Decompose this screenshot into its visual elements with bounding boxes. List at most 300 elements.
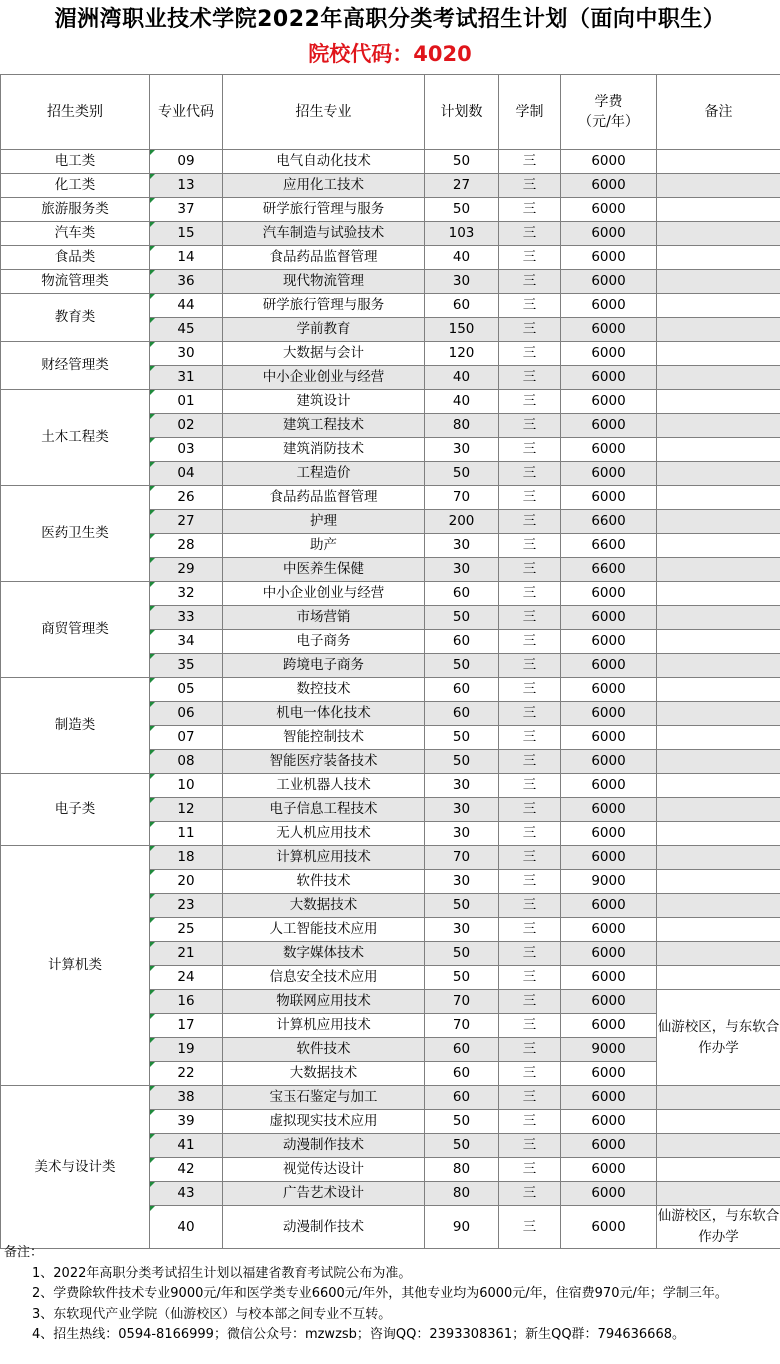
remark-cell [657,966,780,990]
table-row [1,270,780,294]
table-row [1,198,780,222]
plan-count-cell: 30 [425,918,499,942]
table-row [1,846,780,870]
duration-cell: 三 [499,510,561,534]
major-code-cell: 36 [150,270,223,294]
major-name-cell: 视觉传达设计 [223,1158,425,1182]
category-cell: 计算机类 [1,846,150,1086]
plan-count-cell: 150 [425,318,499,342]
remark-cell [657,558,780,582]
major-name-cell: 软件技术 [223,870,425,894]
major-code-cell: 10 [150,774,223,798]
col-header-code: 专业代码 [150,75,223,150]
table-row [1,150,780,174]
major-name-cell: 广告艺术设计 [223,1182,425,1206]
major-name-cell: 信息安全技术应用 [223,966,425,990]
duration-cell: 三 [499,222,561,246]
category-cell: 食品类 [1,246,150,270]
duration-cell: 三 [499,702,561,726]
tuition-cell: 6000 [561,246,657,270]
duration-cell: 三 [499,846,561,870]
tuition-cell: 6000 [561,1134,657,1158]
category-cell: 电子类 [1,774,150,846]
table-row [1,678,780,702]
note-item-4: 4、招生热线：0594-8166999；微信公众号：mzwzsb；咨询QQ：2393308361；新生QQ群：794636668。 [32,1327,685,1342]
note-item-2: 2、学费除软件技术专业9000元/年和医学类专业6600元/年外，其他专业均为6000元/年，住宿费970元/年；学制三年。 [32,1286,728,1301]
major-name-cell: 中医养生保健 [223,558,425,582]
school-code: 院校代码：4020 [308,42,472,66]
major-code-cell: 45 [150,318,223,342]
major-code-cell: 01 [150,390,223,414]
major-name-cell: 应用化工技术 [223,174,425,198]
plan-count-cell: 50 [425,966,499,990]
duration-cell: 三 [499,630,561,654]
duration-cell: 三 [499,1038,561,1062]
major-code-cell: 06 [150,702,223,726]
tuition-cell: 6600 [561,534,657,558]
remark-cell [657,822,780,846]
tuition-cell: 6000 [561,702,657,726]
category-cell: 财经管理类 [1,342,150,390]
duration-cell: 三 [499,894,561,918]
table-row [1,774,780,798]
remark-cell [657,414,780,438]
table-row [1,582,780,606]
major-code-cell: 41 [150,1134,223,1158]
major-code-cell: 37 [150,198,223,222]
major-code-cell: 14 [150,246,223,270]
tuition-cell: 6000 [561,942,657,966]
remark-cell [657,510,780,534]
major-name-cell: 大数据技术 [223,1062,425,1086]
plan-count-cell: 80 [425,414,499,438]
major-name-cell: 汽车制造与试验技术 [223,222,425,246]
major-name-cell: 计算机应用技术 [223,846,425,870]
major-name-cell: 工业机器人技术 [223,774,425,798]
major-name-cell: 智能控制技术 [223,726,425,750]
major-code-cell: 35 [150,654,223,678]
remark-cell [657,342,780,366]
major-name-cell: 智能医疗装备技术 [223,750,425,774]
major-code-cell: 21 [150,942,223,966]
duration-cell: 三 [499,774,561,798]
tuition-cell: 6000 [561,270,657,294]
duration-cell: 三 [499,1206,561,1249]
plan-count-cell: 103 [425,222,499,246]
remark-cell [657,1182,780,1206]
major-name-cell: 电子商务 [223,630,425,654]
remark-cell [657,846,780,870]
category-cell: 医药卫生类 [1,486,150,582]
major-name-cell: 大数据技术 [223,894,425,918]
major-code-cell: 43 [150,1182,223,1206]
major-name-cell: 电子信息工程技术 [223,798,425,822]
table-row [1,174,780,198]
category-cell: 物流管理类 [1,270,150,294]
plan-count-cell: 50 [425,606,499,630]
category-cell: 电工类 [1,150,150,174]
remark-cell [657,798,780,822]
major-name-cell: 护理 [223,510,425,534]
duration-cell: 三 [499,942,561,966]
tuition-cell: 6000 [561,654,657,678]
major-name-cell: 电气自动化技术 [223,150,425,174]
duration-cell: 三 [499,1062,561,1086]
major-name-cell: 建筑工程技术 [223,414,425,438]
duration-cell: 三 [499,462,561,486]
major-name-cell: 人工智能技术应用 [223,918,425,942]
plan-count-cell: 50 [425,1110,499,1134]
plan-count-cell: 30 [425,822,499,846]
table-header-row [1,75,780,150]
tuition-cell: 6000 [561,462,657,486]
major-code-cell: 20 [150,870,223,894]
duration-cell: 三 [499,270,561,294]
duration-cell: 三 [499,1158,561,1182]
col-header-fee: 学费 （元/年） [561,75,657,150]
major-code-cell: 12 [150,798,223,822]
plan-count-cell: 50 [425,150,499,174]
major-code-cell: 16 [150,990,223,1014]
major-code-cell: 02 [150,414,223,438]
table-row [1,294,780,318]
tuition-cell: 6000 [561,750,657,774]
col-header-category: 招生类别 [1,75,150,150]
duration-cell: 三 [499,198,561,222]
note-item-3: 3、东软现代产业学院（仙游校区）与校本部之间专业不互转。 [32,1306,392,1322]
duration-cell: 三 [499,294,561,318]
remark-cell [657,870,780,894]
duration-cell: 三 [499,726,561,750]
tuition-cell: 6000 [561,1014,657,1038]
major-name-cell: 助产 [223,534,425,558]
plan-count-cell: 30 [425,798,499,822]
duration-cell: 三 [499,678,561,702]
plan-count-cell: 50 [425,198,499,222]
remark-cell [657,582,780,606]
major-code-cell: 24 [150,966,223,990]
major-code-cell: 42 [150,1158,223,1182]
major-name-cell: 物联网应用技术 [223,990,425,1014]
plan-count-cell: 90 [425,1206,499,1249]
remark-cell [657,1086,780,1110]
plan-count-cell: 40 [425,390,499,414]
plan-count-cell: 30 [425,438,499,462]
major-code-cell: 18 [150,846,223,870]
duration-cell: 三 [499,390,561,414]
duration-cell: 三 [499,966,561,990]
major-name-cell: 建筑消防技术 [223,438,425,462]
major-code-cell: 30 [150,342,223,366]
tuition-cell: 6600 [561,510,657,534]
duration-cell: 三 [499,582,561,606]
duration-cell: 三 [499,534,561,558]
plan-count-cell: 70 [425,486,499,510]
tuition-cell: 6000 [561,1182,657,1206]
major-code-cell: 38 [150,1086,223,1110]
table-row [1,390,780,414]
major-code-cell: 31 [150,366,223,390]
remark-cell [657,678,780,702]
tuition-cell: 6000 [561,894,657,918]
major-code-cell: 09 [150,150,223,174]
plan-count-cell: 27 [425,174,499,198]
tuition-cell: 6000 [561,342,657,366]
table-row [1,342,780,366]
plan-count-cell: 50 [425,942,499,966]
remark-cell [657,726,780,750]
category-cell: 美术与设计类 [1,1086,150,1249]
major-name-cell: 食品药品监督管理 [223,486,425,510]
duration-cell: 三 [499,654,561,678]
remark-cell [657,462,780,486]
major-code-cell: 39 [150,1110,223,1134]
notes-section [0,1243,776,1346]
tuition-cell: 6000 [561,174,657,198]
table-row [1,1086,780,1110]
plan-count-cell: 120 [425,342,499,366]
tuition-cell: 6000 [561,1062,657,1086]
plan-count-cell: 70 [425,846,499,870]
remark-cell [657,222,780,246]
tuition-cell: 6000 [561,726,657,750]
major-name-cell: 研学旅行管理与服务 [223,294,425,318]
major-name-cell: 宝玉石鉴定与加工 [223,1086,425,1110]
remark-cell [657,246,780,270]
plan-count-cell: 200 [425,510,499,534]
major-code-cell: 25 [150,918,223,942]
major-name-cell: 现代物流管理 [223,270,425,294]
major-name-cell: 大数据与会计 [223,342,425,366]
enrollment-plan-table [0,74,780,1249]
major-code-cell: 44 [150,294,223,318]
plan-count-cell: 30 [425,534,499,558]
tuition-cell: 6000 [561,582,657,606]
major-name-cell: 计算机应用技术 [223,1014,425,1038]
major-code-cell: 19 [150,1038,223,1062]
duration-cell: 三 [499,990,561,1014]
category-cell: 教育类 [1,294,150,342]
plan-count-cell: 50 [425,654,499,678]
duration-cell: 三 [499,318,561,342]
major-name-cell: 市场营销 [223,606,425,630]
major-code-cell: 23 [150,894,223,918]
remark-cell [657,270,780,294]
tuition-cell: 6000 [561,414,657,438]
tuition-cell: 6000 [561,630,657,654]
tuition-cell: 6000 [561,798,657,822]
major-code-cell: 05 [150,678,223,702]
duration-cell: 三 [499,414,561,438]
tuition-cell: 6000 [561,318,657,342]
major-name-cell: 数控技术 [223,678,425,702]
major-name-cell: 中小企业创业与经营 [223,366,425,390]
major-name-cell: 动漫制作技术 [223,1134,425,1158]
major-code-cell: 13 [150,174,223,198]
duration-cell: 三 [499,606,561,630]
notes-heading: 备注： [4,1245,44,1260]
tuition-cell: 6000 [561,966,657,990]
duration-cell: 三 [499,366,561,390]
plan-count-cell: 60 [425,678,499,702]
remark-cell [657,390,780,414]
major-code-cell: 27 [150,510,223,534]
remark-cell [657,294,780,318]
tuition-cell: 6000 [561,438,657,462]
major-name-cell: 工程造价 [223,462,425,486]
tuition-cell: 6000 [561,678,657,702]
plan-count-cell: 80 [425,1158,499,1182]
duration-cell: 三 [499,1110,561,1134]
remark-cell [657,1158,780,1182]
remark-cell [657,630,780,654]
tuition-cell: 6000 [561,918,657,942]
category-cell: 制造类 [1,678,150,774]
table-row [1,222,780,246]
remark-cell [657,702,780,726]
major-name-cell: 学前教育 [223,318,425,342]
remark-cell [657,654,780,678]
major-code-cell: 28 [150,534,223,558]
major-code-cell: 34 [150,630,223,654]
plan-count-cell: 60 [425,1038,499,1062]
tuition-cell: 6000 [561,486,657,510]
tuition-cell: 6000 [561,1158,657,1182]
remark-cell [657,606,780,630]
tuition-cell: 6000 [561,1206,657,1249]
remark-cell [657,366,780,390]
plan-count-cell: 30 [425,270,499,294]
tuition-cell: 6000 [561,150,657,174]
remark-cell [657,174,780,198]
plan-count-cell: 80 [425,1182,499,1206]
duration-cell: 三 [499,1134,561,1158]
plan-count-cell: 60 [425,1062,499,1086]
remark-cell [657,1134,780,1158]
remark-cell [657,198,780,222]
major-code-cell: 40 [150,1206,223,1249]
major-code-cell: 29 [150,558,223,582]
category-cell: 化工类 [1,174,150,198]
major-code-cell: 17 [150,1014,223,1038]
note-item-1: 1、2022年高职分类考试招生计划以福建省教育考试院公布为准。 [32,1265,412,1281]
category-cell: 旅游服务类 [1,198,150,222]
category-cell: 土木工程类 [1,390,150,486]
remark-cell [657,774,780,798]
major-code-cell: 04 [150,462,223,486]
col-header-plan: 计划数 [425,75,499,150]
page-title: 湄洲湾职业技术学院2022年高职分类考试招生计划（面向中职生） [54,7,726,32]
major-code-cell: 08 [150,750,223,774]
tuition-cell: 6000 [561,366,657,390]
plan-count-cell: 60 [425,630,499,654]
plan-count-cell: 50 [425,462,499,486]
remark-cell: 仙游校区，与东软合作办学 [657,990,780,1086]
tuition-cell: 9000 [561,1038,657,1062]
plan-count-cell: 50 [425,726,499,750]
plan-count-cell: 30 [425,870,499,894]
plan-count-cell: 50 [425,750,499,774]
duration-cell: 三 [499,822,561,846]
plan-count-cell: 50 [425,894,499,918]
major-name-cell: 食品药品监督管理 [223,246,425,270]
major-code-cell: 32 [150,582,223,606]
tuition-cell: 6000 [561,1110,657,1134]
duration-cell: 三 [499,246,561,270]
remark-cell [657,486,780,510]
plan-count-cell: 40 [425,246,499,270]
plan-count-cell: 30 [425,774,499,798]
tuition-cell: 6000 [561,222,657,246]
tuition-cell: 6600 [561,558,657,582]
col-header-major: 招生专业 [223,75,425,150]
duration-cell: 三 [499,1014,561,1038]
major-name-cell: 软件技术 [223,1038,425,1062]
major-name-cell: 研学旅行管理与服务 [223,198,425,222]
col-header-note: 备注 [657,75,780,150]
remark-cell [657,534,780,558]
tuition-cell: 9000 [561,870,657,894]
major-code-cell: 15 [150,222,223,246]
major-name-cell: 机电一体化技术 [223,702,425,726]
major-name-cell: 中小企业创业与经营 [223,582,425,606]
duration-cell: 三 [499,438,561,462]
table-row [1,486,780,510]
major-code-cell: 11 [150,822,223,846]
duration-cell: 三 [499,150,561,174]
tuition-cell: 6000 [561,198,657,222]
tuition-cell: 6000 [561,294,657,318]
tuition-cell: 6000 [561,774,657,798]
duration-cell: 三 [499,1086,561,1110]
remark-cell [657,438,780,462]
remark-cell [657,894,780,918]
tuition-cell: 6000 [561,1086,657,1110]
plan-count-cell: 30 [425,558,499,582]
remark-cell [657,918,780,942]
major-code-cell: 33 [150,606,223,630]
duration-cell: 三 [499,1182,561,1206]
tuition-cell: 6000 [561,846,657,870]
major-code-cell: 22 [150,1062,223,1086]
major-name-cell: 建筑设计 [223,390,425,414]
col-header-years: 学制 [499,75,561,150]
category-cell: 汽车类 [1,222,150,246]
duration-cell: 三 [499,558,561,582]
major-code-cell: 07 [150,726,223,750]
tuition-cell: 6000 [561,822,657,846]
duration-cell: 三 [499,486,561,510]
tuition-cell: 6000 [561,390,657,414]
tuition-cell: 6000 [561,606,657,630]
plan-count-cell: 60 [425,582,499,606]
major-name-cell: 无人机应用技术 [223,822,425,846]
remark-cell: 仙游校区，与东软合作办学 [657,1206,780,1249]
plan-count-cell: 70 [425,990,499,1014]
duration-cell: 三 [499,342,561,366]
remark-cell [657,1110,780,1134]
category-cell: 商贸管理类 [1,582,150,678]
remark-cell [657,318,780,342]
plan-count-cell: 50 [425,1134,499,1158]
duration-cell: 三 [499,798,561,822]
duration-cell: 三 [499,174,561,198]
table-row [1,246,780,270]
remark-cell [657,942,780,966]
major-name-cell: 数字媒体技术 [223,942,425,966]
remark-cell [657,750,780,774]
plan-count-cell: 60 [425,702,499,726]
